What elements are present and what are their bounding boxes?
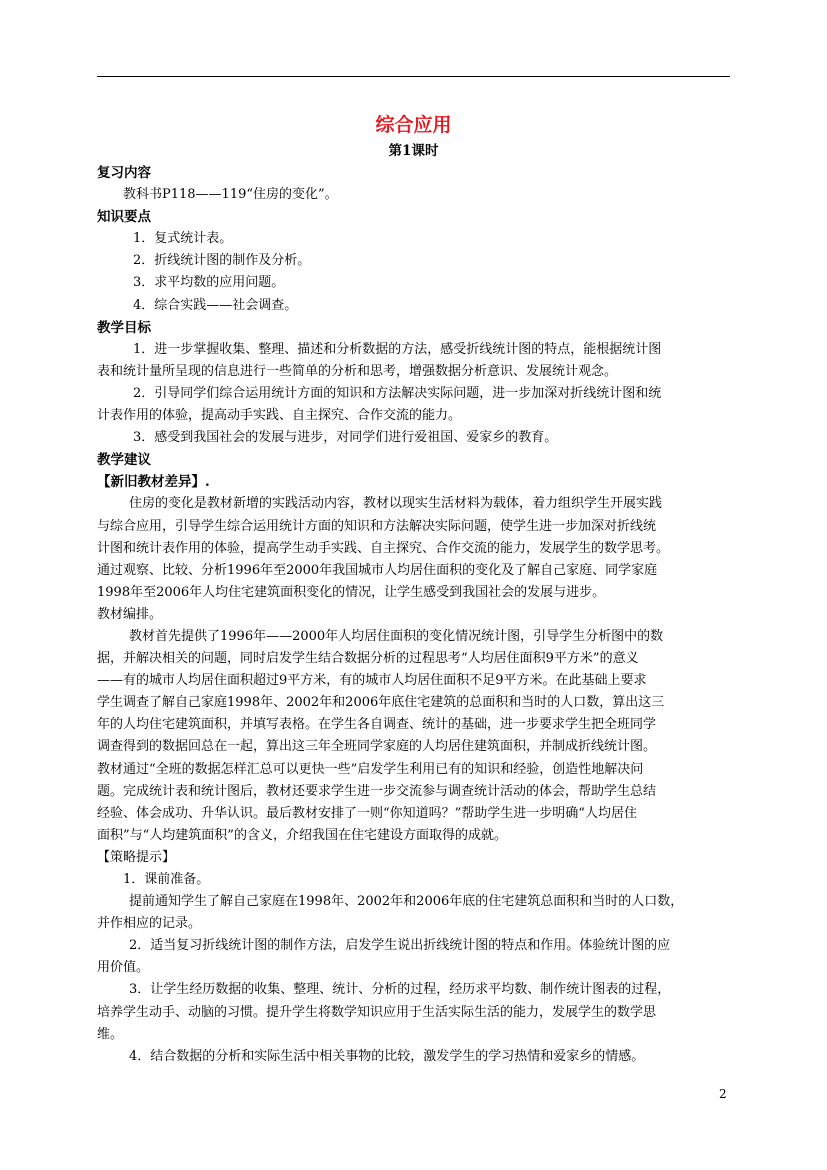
arrangement-line: 据，并解决相关的问题，同时启发学生结合数据分析的过程思考“人均居住面积9平方米”的意义 xyxy=(97,651,639,667)
goals-line: 计表作用的体验，提高动手实践、自主探究、合作交流的能力。 xyxy=(97,408,462,424)
strategy-line: 用价值。 xyxy=(97,960,150,976)
strategy-heading: 【策略提示】 xyxy=(97,849,176,865)
goals-line: 表和统计量所呈现的信息进行一些简单的分析和思考，增强数据分析意识、发展统计观念。 xyxy=(97,363,618,379)
strategy-line: 4．结合数据的分析和实际生活中相关事物的比较，激发学生的学习热情和爱家乡的情感。 xyxy=(129,1048,645,1064)
page-number: 2 xyxy=(719,1087,727,1101)
knowledge-item: 4．综合实践——社会调查。 xyxy=(133,297,298,313)
arrangement-line: 题。完成统计表和统计图后，教材还要求学生进一步交流参与调查统计活动的体会，帮助学生总结 xyxy=(97,783,657,799)
arrangement-line: 教材首先提供了1996年——2000年人均居住面积的变化情况统计图，引导学生分析图中的数 xyxy=(129,628,664,644)
lesson-subtitle: 第1课时 xyxy=(388,143,439,159)
goals-line: 3．感受到我国社会的发展与进步，对同学们进行爱祖国、爱家乡的教育。 xyxy=(133,430,558,446)
strategy-line: 1．课前准备。 xyxy=(123,872,210,887)
diff-line: 1998年至2006年人均住宅建筑面积变化的情况，让学生感受到我国社会的发展与进步。 xyxy=(97,584,606,600)
arrangement-heading: 教材编排。 xyxy=(97,606,163,622)
strategy-line: 2．适当复习折线统计图的制作方法，启发学生说出折线统计图的特点和作用。体验统计图的应 xyxy=(129,938,671,954)
advice-heading: 教学建议 xyxy=(97,452,151,469)
review-heading: 复习内容 xyxy=(97,165,151,181)
document-body xyxy=(97,108,730,1068)
arrangement-line: ——有的城市人均居住面积超过9平方米，有的城市人均居住面积不足9平方米。在此基础上要求 xyxy=(97,673,647,689)
arrangement-line: 面积”与“人均建筑面积”的含义，介绍我国在住宅建设方面取得的成就。 xyxy=(97,827,507,843)
knowledge-item: 1．复式统计表。 xyxy=(133,231,233,247)
strategy-line: 维。 xyxy=(97,1026,124,1042)
review-text: 教科书P118——119“住房的变化”。 xyxy=(123,187,338,203)
arrangement-line: 教材通过“全班的数据怎样汇总可以更快一些”启发学生利用已有的知识和经验，创造性地解决问 xyxy=(97,761,644,777)
goals-line: 1．进一步掌握收集、整理、描述和分析数据的方法，感受折线统计图的特点，能根据统计图 xyxy=(133,341,662,357)
diff-line: 与综合应用，引导学生综合运用统计方面的知识和方法解决实际问题，使学生进一步加深对折线统 xyxy=(97,518,657,534)
strategy-line: 培养学生动手、动脑的习惯。提升学生将数学知识应用于生活实际生活的能力，发展学生的数学思 xyxy=(97,1004,657,1020)
goals-heading: 教学目标 xyxy=(97,319,151,336)
knowledge-item: 2．折线统计图的制作及分析。 xyxy=(133,253,311,269)
header-rule xyxy=(97,76,730,77)
document-title: 综合应用 xyxy=(375,114,452,136)
goals-line: 2．引导同学们综合运用统计方面的知识和方法解决实际问题，进一步加深对折线统计图和统 xyxy=(133,385,662,401)
arrangement-line: 年的人均住宅建筑面积，并填写表格。在学生各自调查、统计的基础，进一步要求学生把全班同学 xyxy=(97,717,657,733)
diff-line: 通过观察、比较、分析1996年至2000年我国城市人均居住面积的变化及了解自己家庭、同学家庭 xyxy=(97,562,658,578)
arrangement-line: 调查得到的数据回总在一起，算出这三年全班同学家庭的人均居住建筑面积，并制成折线统计图。 xyxy=(97,739,657,755)
arrangement-line: 经验、体会成功、升华认识。最后教材安排了一则“你知道吗？”帮助学生进一步明确“人均居住 xyxy=(97,805,637,821)
strategy-line: 3．让学生经历数据的收集、整理、统计、分析的过程，经历求平均数、制作统计图表的过程， xyxy=(129,982,671,998)
knowledge-heading: 知识要点 xyxy=(97,209,151,226)
diff-line: 住房的变化是教材新增的实践活动内容，教材以现实生活材料为载体，着力组织学生开展实践 xyxy=(129,496,663,512)
arrangement-line: 学生调查了解自己家庭1998年、2002年和2006年底住宅建筑的总面积和当时的人口数，算出这三 xyxy=(97,695,665,711)
strategy-line: 提前通知学生了解自己家庭在1998年、2002年和2006年底的住宅建筑总面积和当时的人口数， xyxy=(129,894,684,910)
knowledge-item: 3．求平均数的应用问题。 xyxy=(133,275,285,291)
diff-heading: 【新旧教材差异】. xyxy=(97,474,210,491)
diff-line: 计图和统计表作用的体验，提高学生动手实践、自主探究、合作交流的能力，发展学生的数学思考。 xyxy=(97,540,670,556)
strategy-line: 并作相应的记录。 xyxy=(97,916,202,932)
